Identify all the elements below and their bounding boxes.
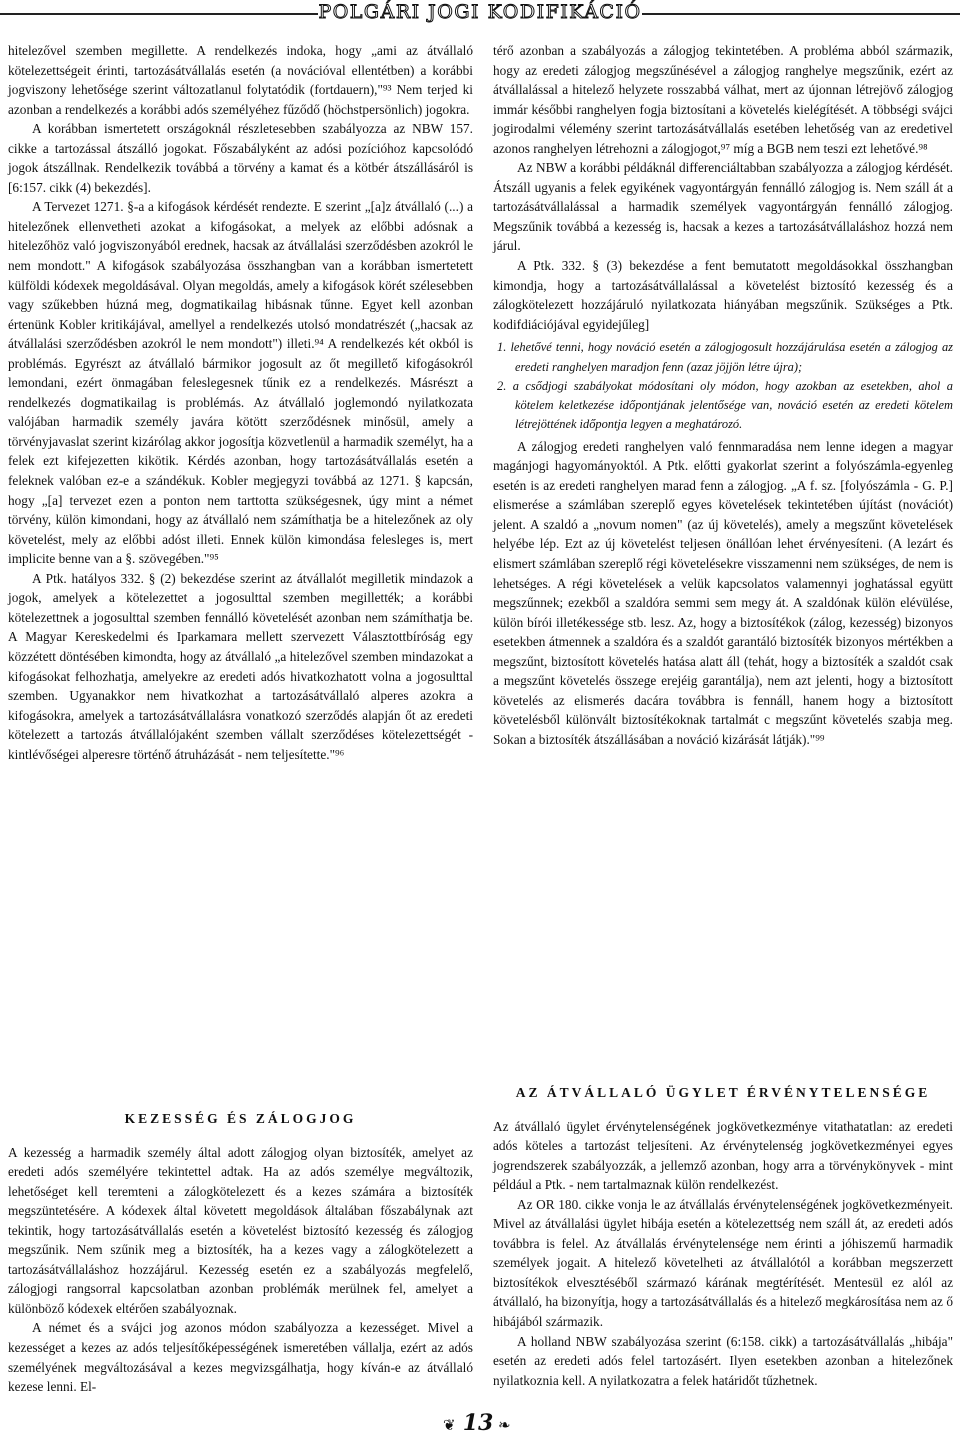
section-heading: AZ ÁTVÁLLALÓ ÜGYLET ÉRVÉNYTELENSÉGE [515, 1085, 931, 1100]
page-number: 13 [462, 1410, 494, 1436]
running-header [0, 0, 960, 26]
paragraph: A német és a svájci jog azonos módon szabályozza a kezességet. Mivel a kezességet a kezes az adós teljesítőképességének ismeretében vállalja, ezért az adós személyének megváltozásával a kezes megvizsgálhatja, hogy kíván-e az átvállaló kezese lenni. El- [8, 1320, 473, 1395]
paragraph: A zálogjog eredeti ranghelyen való fennmaradása nem lenne idegen a magyar magánjogi hagyományoktól. A Ptk. előtti gyakorlat szerint a folyószámla-egyenleg esetén is az eredeti ranghelyen marad fenn a zálogjog. „A f. sz. [folyószámla - G. P.] elismerése a számlában szereplő egyes követelések tekintetében újítást (novációt) jelent. A szaldó a „novum nomen" (az új követelés), amely a megszűnt követelések helyébe lép. Ezt az új követelést teljesen önállóan lehet érvényesíteni. (A lezárt és elismert számlában szereplő régi követelésekre visszamenni nem szükséges, de nem is lehetséges. A régi követelések a velük kapcsolatos valamennyi joghatással együtt megszűnnek; ezekből a szaldóra semmi sem megy át. A szaldónak külön elévülése, külön bírói illetékessége stb. lesz. Az, hogy a biztosítékok (zálog, kezesség) bizonyos esetekben átmennek a szaldóra és a szaldót garantáló biztosíték bizonyos mértékben a megszűnt, biztosított követelés hatása alatt áll (tehát, hogy a biztosíték a szaldót csak a megszűnt követelés összege erejéig garantálja), nem azt jelenti, hogy a biztosított követelés az elismerés dacára továbbra is fennáll, hanem hogy a biztosított követelésből különvált biztosítékoknak tartalmát c megszűnt követelés szabja meg. Sokan a biztosíték átszállásában a nováció kizárását látják)."⁹⁹ [493, 438, 953, 747]
list-item: 1. lehetővé tenni, hogy nováció esetén a zálogjogosult hozzájárulása esetén a zálogjog az eredeti ranghelyen maradjon fenn (azaz jöjjön létre újra); [497, 340, 953, 374]
paragraph: Az átvállaló ügylet érvénytelenségének jogkövetkezménye vitathatatlan: az eredeti adós köteles a tartozást teljesíteni. Az érvénytelenség jogkövetkezményei egyes jogrendszerek szabályozzák, a jellemző azonban, hogy arra a törvénykönyvek - mint például a Ptk. - nem tartalmaznak külön rendelkezést. [493, 1118, 953, 1193]
right-column-top [493, 41, 953, 749]
header-rule-left [0, 13, 318, 15]
paragraph: Az OR 180. cikke vonja le az átvállalás érvénytelenségének jogkövetkezményeit. Mivel az átvállalási ügylet hibája esetén a kötelezettség nem száll át, az eredeti adós továbbra is felel. Az átvállalás érvénytelensége nem érinti a jóhiszemű harmadik személyek jogait. A hitelező követelheti az átvállalótól a korábban megszerzett biztosítékok elvesztéséből származó kárának megtérítését. Mentesül ez alól az átvállaló, ha bizonyítja, hogy a tartozásátvállalás és a hitelező megkárosítása nem az ő hibájából származik. [493, 1196, 953, 1330]
journal-title: POLGÁRI JOGI KODIFIKÁCIÓ [318, 1, 642, 23]
paragraph: A holland NBW szabályozása szerint (6:158. cikk) a tartozásátvállalás „hibája" esetén az eredeti adós felel tartozásért. Ilyen esetekben azonban a hitelezőnek nyilatkoznia kell. A nyilatkozatra a felek határidőt tűzhetnek. [493, 1333, 953, 1388]
ornament-left-icon: ❦ [443, 1418, 456, 1434]
paragraph: A Ptk. hatályos 332. § (2) bekezdése szerint az átvállalót megilletik mindazok a jogok, amelyek a kötelezettet a jogosulttal szemben megillették; a korábbi kötelezettnek a jogosulttal szemben fennálló követelését azonban nem számíthatja be. A Magyar Kereskedelmi és Iparkamara mellett szervezett Választottbíróság egy közzétett döntésében kimondta, hogy az átvállaló „a hitelezővel szemben mindazokat a kifogásokat felhozhatja, amelyekre az eredeti adós hivatkozhatott volna a jogosulttal szemben. Ugyanakkor nem hivatkozhat a tartozásátvállaló alperes azokra a kifogásokra, amelyek a tartozásátvállalásra vonatkozó szerződés alapján őt az eredeti kötelezett a tartozás átvállalójaként szemben vállalt szerződéses kötelezettségét - kintlévőségei alperesre történő átruházását - nem teljesítette."⁹⁶ [8, 570, 473, 762]
header-rule-right [642, 13, 960, 15]
section-heading: KEZESSÉG ÉS ZÁLOGJOG [124, 1111, 357, 1126]
paragraph: A Tervezet 1271. §-a a kifogások kérdését rendezte. E szerint „[a]z átvállaló (...) a hitelezőnek ellenvetheti azokat a kifogásokat, a melyek az előbbi adósnak a hitelezőhöz való jogviszonyából erednek, hacsak az átvállalási szerződésben azokról le nem mondott." A kifogások szabályozása összhangban van a korábban ismertetett külföldi kódexek megoldásával. Olyan megoldás, amely a kifogások körét szélesebben vagy szűkebben húzná meg, dogmatikailag hibásnak tűnne. Egyet kell azonban értenünk Kobler kritikájával, amellyel a rendelkezés utolsó mondatrészét („hacsak az átvállalási szerződésben azokról le nem mondott") illeti.⁹⁴ A rendelkezés két okból is problémás. Egyrészt az átvállaló bármikor jogosult az őt megillető kifogásokról lemondani, ezért önmagában feleslegesnek tűnik ez a rendelkezés. Másrészt a rendelkezés dogmatikailag is problémás. Az átvállaló joglemondó nyilatkozata valójában harmadik személy javára kötött szerződésnek minősül, amely a törvényjavaslat szerint kizárólag akkor jogosítja közvetlenül a harmadik személyt, ha a felek ezt kifejezetten kikötik. Kérdés azonban, hogy tartozásátvállalás esetén a feleknek valóban ez-e a szándékuk. Kobler megjegyzi továbbá az 1271. § kapcsán, hogy „[a] tervezet ezen a ponton nem tarttotta szükségesnek, úgy mint a német törvény, külön kimondani, hogy az átvállaló nem számíthatja be a hitelezőnek az oly követelést, mely az előbbi adóst illeti. Ennek külön kimondása felesleges is, mert implicite benne van a §. szövegében."⁹⁵ [8, 199, 473, 567]
paragraph: térő azonban a szabályozás a zálogjog tekintetében. A probléma abból származik, hogy az eredeti zálogjog megszűnésével a zálogjog ranghelye megszűnik, ezért az átvállalással a hitelező helyzete rosszabbá válhat, mert az újonnan létrejövő zálogjog immár későbbi ranghelyen fogja biztosítani a követelés kielégítését. A többségi svájci jogirodalmi vélemény szerint tartozásátvállalás esetében lehetőség van az eredetivel azonos ranghelyen létrehozni a zálogjogot,⁹⁷ míg a BGB nem teszi ezt lehetővé.⁹⁸ [493, 43, 953, 156]
left-column-bottom [8, 1089, 473, 1397]
paragraph: A Ptk. 332. § (3) bekezdése a fent bemutatott megoldásokkal összhangban kimondja, hogy a tartozásátvállalással a követelést biztosító kezesség és a zálogkötelezett hozzájáruló nyilatkozata hiányában megszűnik. Szükséges a Ptk. kodifdiációjával egyidejűleg] [493, 258, 953, 332]
paragraph: A korábban ismertetett országoknál részletesebben szabályozza az NBW 157. cikke a tartozással átszálló jogokat. Főszabályként az adósi pozícióhoz kapcsolódó jogok átszállnak. Rendelkezik továbbá a törvény a kamat és a kötbér átszállásáról is [6:157. cikk (4) bekezdés]. [8, 121, 473, 195]
paragraph: Az NBW a korábbi példáknál differenciáltabban szabályozza a zálogjog kérdését. Átszáll ugyanis a felek egyikének vagyontárgyán fennálló zálogjog is. Nem száll át a tartozásátvállalással a harmadik személyek vagyontárgyán fennálló zálogjog. Megszűnik továbbá a kezesség is, hacsak a kezes a tartozásátvállaláshoz hozzá nem járul. [493, 160, 953, 254]
left-column-top [8, 41, 473, 764]
right-column-bottom [493, 1083, 953, 1390]
page-footer [0, 1412, 960, 1434]
proposal-list [493, 338, 953, 434]
ornament-right-icon: ❧ [498, 1418, 511, 1434]
paragraph: hitelezővel szemben megillette. A rendelkezés indoka, hogy „ami az átvállaló kötelezettségeit érinti, tartozásátvállalás esetén (a novációval ellentétben) a korábbi jogviszony lehetősége szerint változatlanul folytatódik (fortdauern),"⁹³ Nem terjed ki azonban a rendelkezés a korábbi adós személyéhez fűződő (höchstpersönlich) jogokra. [8, 43, 473, 117]
paragraph: A kezesség a harmadik személy által adott zálogjog olyan biztosíték, amelyet az eredeti adós személyére tekintettel adtak. Ha az adós személye megváltozik, lehetőséget kell teremteni a zálogkötelezett és a kezes számára a biztosíték megszüntetésére. A kódexek által követett megoldások általában főszabálynak azt tekintik, hogy tartozásátvállalás esetén a követelést biztosító kezesség és zálogjog megszűnik. Nem szűnik meg a biztosíték, ha a kezes vagy a zálogkötelezett a tartozásátvállaláshoz hozzájárul. Kezesség esetén ez a szabályozás megfelelő, zálogjogi rangsorral kapcsolatban azonban problémák merülnek fel, amelyet a különböző kódexek eltérően szabályoznak. [8, 1144, 473, 1316]
list-item: 2. a csődjogi szabályokat módosítani oly módon, hogy azokban az esetekben, ahol a kötelem keletkezése időpontjának jelentősége van, nováció esetén az eredeti kötelem létrejöttének időpontja legyen a meghatározó. [497, 378, 953, 432]
